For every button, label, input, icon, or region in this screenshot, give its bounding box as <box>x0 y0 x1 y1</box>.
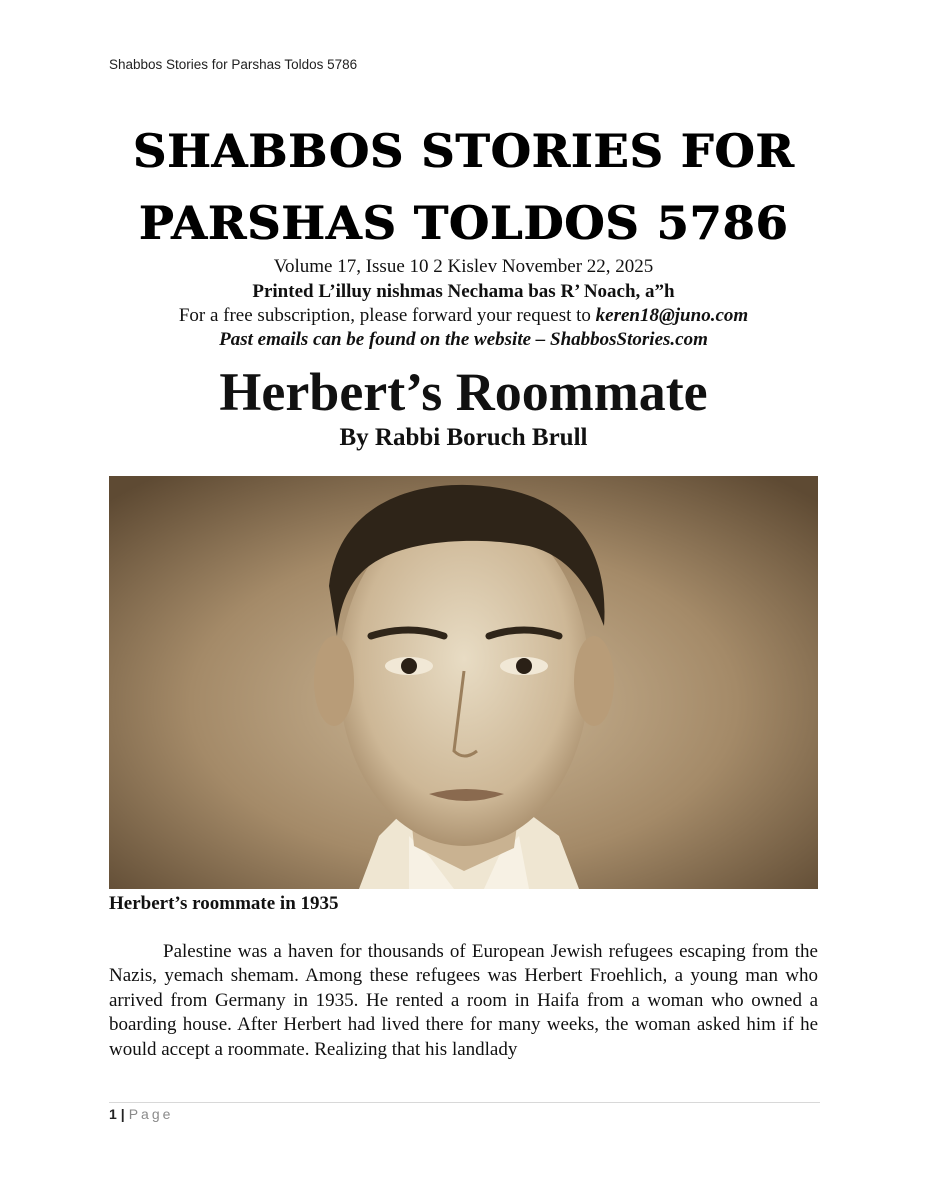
page-number: 1 <box>109 1106 117 1122</box>
volume-issue-line: Volume 17, Issue 10 2 Kislev November 22, 2025 <box>273 256 654 277</box>
article-paragraph: Palestine was a haven for thousands of European Jewish refugees escaping from the Nazis, yemach shemam. Among these refugees was Herbert Froehlich, a young man who arrived from Germany in 1935. He rented a room in Haifa from a woman who owned a boarding house. After Herbert had lived there for many weeks, the woman asked him if he would accept a roommate. Realizing that his landlady <box>109 941 818 1060</box>
masthead-title-line-1: SHABBOS STORIES FOR <box>132 124 795 178</box>
footer-divider <box>109 1102 820 1103</box>
page-footer <box>109 1106 173 1122</box>
photo-caption: Herbert’s roommate in 1935 <box>109 893 339 914</box>
article-byline: By Rabbi Boruch Brull <box>339 424 588 451</box>
running-header: Shabbos Stories for Parshas Toldos 5786 <box>109 57 358 72</box>
article-title: Herbert’s Roommate <box>219 362 708 422</box>
subscription-line <box>0 304 927 328</box>
subscription-text: For a free subscription, please forward your request to <box>178 305 596 326</box>
page-label: Page <box>128 1106 174 1122</box>
portrait-photo <box>109 476 818 889</box>
footer-separator: | <box>120 1106 125 1122</box>
masthead-title-line-2: PARSHAS TOLDOS 5786 <box>138 196 789 250</box>
past-emails-line: Past emails can be found on the website – ShabbosStories.com <box>219 329 708 350</box>
dedication-line: Printed L’illuy nishmas Nechama bas R’ Noach, a”h <box>252 281 675 302</box>
subscription-email-link[interactable]: keren18@juno.com <box>595 305 749 326</box>
portrait-illustration <box>109 476 818 889</box>
